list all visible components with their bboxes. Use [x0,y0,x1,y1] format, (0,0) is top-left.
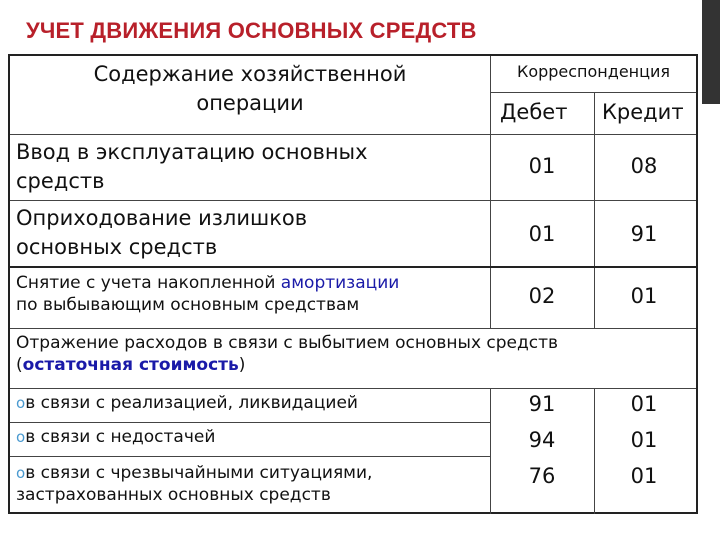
header-debit: Дебет [500,100,568,124]
header-correspondence: Корреспонденция [516,62,671,81]
row-3-line2: по выбывающим основным средствам [16,295,360,315]
subrow-1-line1: в связи с реализацией, ликвидацией [25,393,358,413]
row-3-credit: 01 [630,284,658,308]
row-3-debit: 02 [528,284,556,308]
header-content-line1: Содержание хозяйственной [93,62,407,86]
subrow-1-credit: 01 [630,392,658,416]
subrow-2-operation [16,426,488,448]
subrow-3-debit: 76 [528,464,556,488]
header-split-line [490,92,696,93]
row-2-operation [16,204,486,262]
row-1-line2: средств [16,169,105,193]
row-3-highlight: амортизации [280,273,400,293]
row-divider-thick [10,266,696,268]
subrow-2-debit: 94 [528,428,556,452]
section-paren-open: ( [16,355,23,375]
section-paren-close: ) [238,355,246,375]
header-content [10,60,490,118]
header-content-line2: операции [196,91,304,115]
row-3-text: Снятие с учета накопленной [16,273,281,293]
row-1-debit: 01 [528,154,556,178]
subrow-divider [10,456,490,457]
row-3-operation [16,272,488,316]
bullet-icon: o [16,428,26,446]
bullet-icon: o [16,464,26,482]
section-highlight: остаточная стоимость [22,355,239,375]
column-divider-debit-credit-lower [594,388,595,514]
subrow-3-credit: 01 [630,464,658,488]
subrow-divider [10,422,490,423]
row-2-line1: Оприходование излишков [16,206,308,230]
row-1-operation [16,138,486,196]
subrow-1-debit: 91 [528,392,556,416]
bullet-icon: o [16,394,26,412]
row-divider [10,328,696,329]
row-1-credit: 08 [630,154,658,178]
subrow-1-operation [16,392,488,414]
subrow-3-operation [16,462,488,506]
page-title: УЧЕТ ДВИЖЕНИЯ ОСНОВНЫХ СРЕДСТВ [26,18,477,43]
accounting-table [8,54,698,514]
section-line2 [16,354,696,376]
section-heading [16,332,696,376]
subrow-2-credit: 01 [630,428,658,452]
section-divider [10,388,696,389]
row-2-line2: основных средств [16,235,218,259]
header-bottom-line [10,134,696,135]
header-credit: Кредит [602,100,684,124]
section-line1: Отражение расходов в связи с выбытием основных средств [16,333,559,353]
column-divider-debit-credit [594,92,595,328]
row-2-credit: 91 [630,222,658,246]
row-1-line1: Ввод в эксплуатацию основных [16,140,368,164]
row-3-line1 [16,272,488,294]
accent-bar [702,0,720,104]
row-divider [10,200,696,201]
column-divider-main-lower [490,388,491,514]
row-2-debit: 01 [528,222,556,246]
column-divider-main [490,56,491,328]
subrow-2-line1: в связи с недостачей [25,427,216,447]
subrow-3-line1: в связи с чрезвычайными ситуациями, [25,463,373,483]
subrow-3-line2: застрахованных основных средств [16,485,331,505]
